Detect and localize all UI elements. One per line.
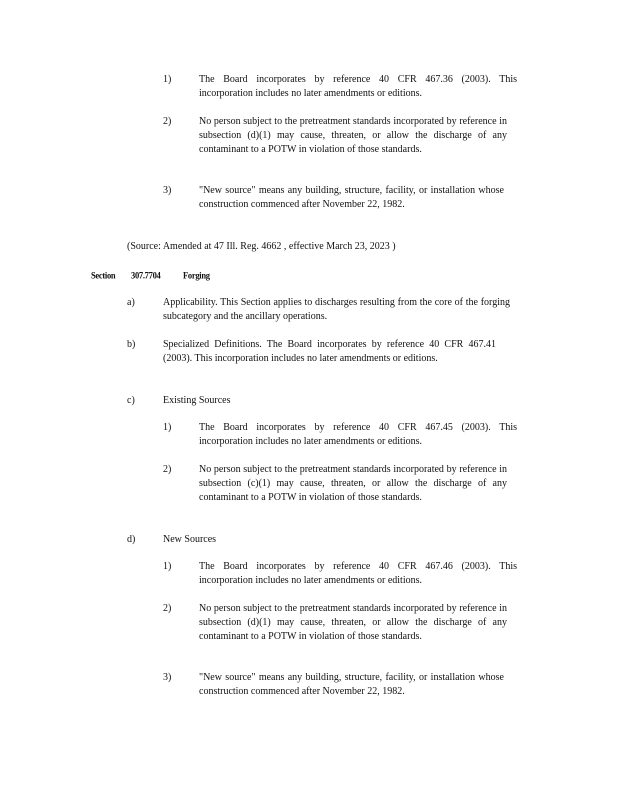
subsection-letter: c)	[127, 395, 135, 406]
section-number: 307.7704	[131, 269, 161, 281]
subsection-letter: a)	[127, 297, 135, 308]
item-number: 3)	[163, 672, 172, 683]
section-label: Section	[91, 269, 116, 281]
subsection-letter: b)	[127, 339, 136, 350]
item-text: The Board incorporates by reference 40 CFR 467.46 (2003). This incorporation includes no later amendments or editions.	[199, 561, 517, 586]
item-number: 2)	[163, 116, 172, 127]
item-number: 2)	[163, 464, 172, 475]
subsection-heading: Existing Sources	[163, 395, 231, 406]
item-text: "New source" means any building, structure, facility, or installation whose construction commenced after November 22, 1982.	[199, 672, 504, 697]
item-number: 2)	[163, 603, 172, 614]
item-number: 1)	[163, 422, 172, 433]
subsection-text: Specialized Definitions. The Board incorporates by reference 40 CFR 467.41 (2003). This incorporation includes no later amendments or editions.	[163, 339, 496, 364]
subsection-heading: New Sources	[163, 534, 217, 545]
item-text: "New source" means any building, structure, facility, or installation whose construction commenced after November 22, 1982.	[199, 185, 504, 210]
subsection-text: Applicability. This Section applies to discharges resulting from the core of the forging subcategory and the ancillary operations.	[163, 297, 510, 322]
source-note: (Source: Amended at 47 Ill. Reg. 4662 , effective March 23, 2023 )	[127, 241, 396, 252]
item-text: No person subject to the pretreatment standards incorporated by reference in subsection (d)(1) may cause, threaten, or allow the discharge of any contaminant to a POTW in violation of those standards.	[199, 116, 507, 155]
item-number: 3)	[163, 185, 172, 196]
subsection-letter: d)	[127, 534, 136, 545]
item-number: 1)	[163, 561, 172, 572]
item-text: No person subject to the pretreatment standards incorporated by reference in subsection (d)(1) may cause, threaten, or allow the discharge of any contaminant to a POTW in violation of those standards.	[199, 603, 507, 642]
section-title: Forging	[183, 269, 210, 281]
item-number: 1)	[163, 74, 172, 85]
item-text: No person subject to the pretreatment standards incorporated by reference in subsection (c)(1) may cause, threaten, or allow the discharge of any contaminant to a POTW in violation of those standards.	[199, 464, 507, 503]
item-text: The Board incorporates by reference 40 CFR 467.45 (2003). This incorporation includes no later amendments or editions.	[199, 422, 517, 447]
item-text: The Board incorporates by reference 40 CFR 467.36 (2003). This incorporation includes no later amendments or editions.	[199, 74, 517, 99]
